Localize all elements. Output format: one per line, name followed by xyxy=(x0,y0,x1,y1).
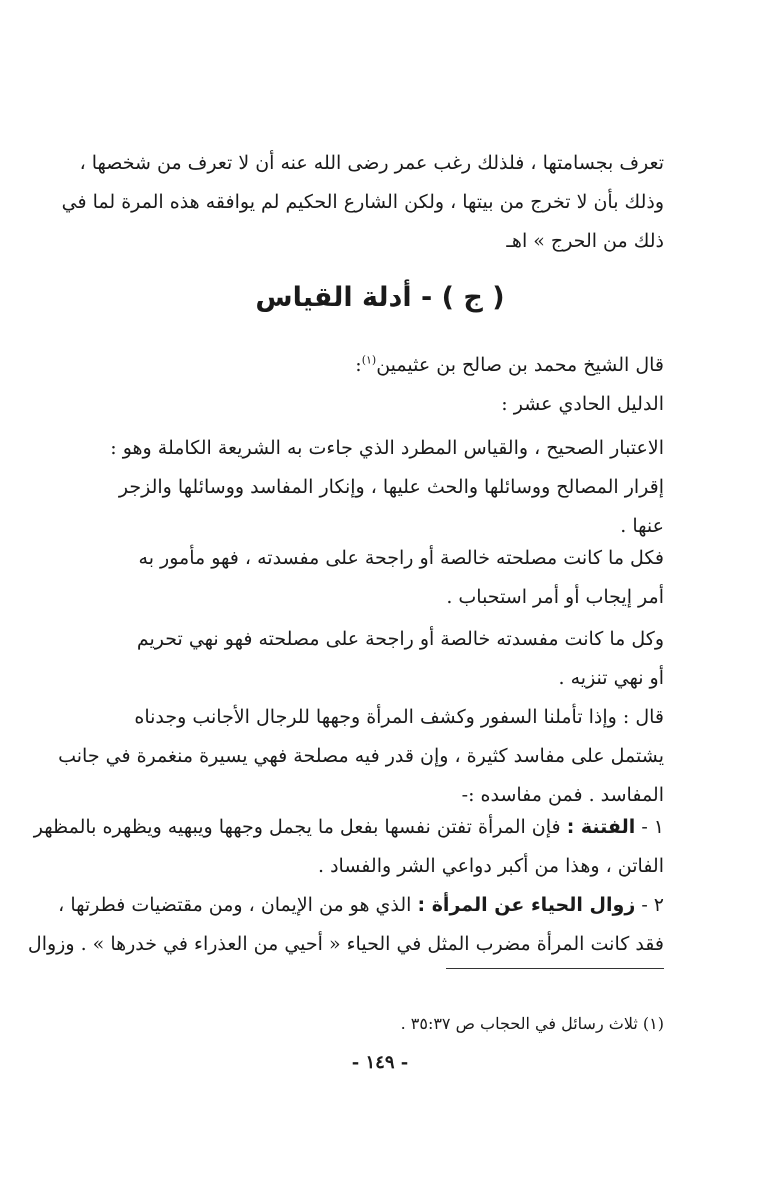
item-1-number: ١ - xyxy=(641,816,664,838)
item-1-line-1 xyxy=(33,808,664,847)
item-2-term: زوال الحياء عن المرأة : xyxy=(417,894,636,916)
evidence-line-3: عنها . xyxy=(620,515,664,537)
footnote: (١) ثلاث رسائل في الحجاب ص ٣٥:٣٧ . xyxy=(400,1014,664,1033)
shaykh-name: قال الشيخ محمد بن صالح بن عثيمين xyxy=(376,354,664,376)
benefit-line-1: فكل ما كانت مصلحته خالصة أو راجحة على مفسدته ، فهو مأمور به xyxy=(138,547,664,569)
footnote-reference[interactable]: (١) xyxy=(361,353,377,367)
harms-list xyxy=(27,808,664,964)
intro-line-3: ذلك من الحرج » اهـ xyxy=(506,230,664,252)
item-1-line-2: الفاتن ، وهذا من أكبر دواعي الشر والفساد . xyxy=(318,855,664,877)
intro-paragraph xyxy=(61,144,664,261)
page-number: - ١٤٩ - xyxy=(351,1052,409,1073)
shaykh-quote xyxy=(96,346,664,424)
unveiling-line-3: المفاسد . فمن مفاسده :- xyxy=(461,784,664,806)
unveiling-paragraph xyxy=(58,698,664,815)
item-2-line-1 xyxy=(58,886,664,925)
harm-line-2: أو نهي تنزيه . xyxy=(558,667,664,689)
benefit-paragraph xyxy=(96,539,664,617)
unveiling-line-2: يشتمل على مفاسد كثيرة ، وإن قدر فيه مصلحة فهي يسيرة منغمرة في جانب xyxy=(58,745,664,767)
item-2-line-2: فقد كانت المرأة مضرب المثل في الحياء « أحيي من العذراء في خدرها » . وزوال xyxy=(27,933,664,955)
benefit-line-2: أمر إيجاب أو أمر استحباب . xyxy=(446,586,664,608)
harm-paragraph xyxy=(96,620,664,698)
evidence-line-1: الاعتبار الصحيح ، والقياس المطرد الذي جاءت به الشريعة الكاملة وهو : xyxy=(110,437,664,459)
intro-line-2: وذلك بأن لا تخرج من بيتها ، ولكن الشارع الحكيم لم يوافقه هذه المرة لما في xyxy=(61,191,664,213)
item-1-text: فإن المرأة تفتن نفسها بفعل ما يجمل وجهها ويبهيه ويظهره بالمظهر xyxy=(33,816,561,838)
unveiling-line-1: قال : وإذا تأملنا السفور وكشف المرأة وجهها للرجال الأجانب وجدناه xyxy=(134,706,664,728)
evidence-line-2: إقرار المصالح ووسائلها والحث عليها ، وإنكار المفاسد ووسائلها والزجر xyxy=(118,476,664,498)
item-1-term: الفتنة : xyxy=(566,816,636,838)
shaykh-line-1 xyxy=(96,346,664,385)
item-2-number: ٢ - xyxy=(641,894,664,916)
shaykh-colon: : xyxy=(355,354,362,376)
item-2-text: الذي هو من الإيمان ، ومن مقتضيات فطرتها ، xyxy=(58,894,412,916)
harm-line-1: وكل ما كانت مفسدته خالصة أو راجحة على مصلحته فهو نهي تحريم xyxy=(136,628,664,650)
footnote-divider xyxy=(446,968,664,969)
evidence-paragraph xyxy=(96,429,664,546)
section-heading: ( ج ) - أدلة القياس xyxy=(255,282,505,313)
intro-line-1: تعرف بجسامتها ، فلذلك رغب عمر رضى الله عنه أن لا تعرف من شخصها ، xyxy=(79,152,664,174)
shaykh-line-2: الدليل الحادي عشر : xyxy=(501,393,664,415)
